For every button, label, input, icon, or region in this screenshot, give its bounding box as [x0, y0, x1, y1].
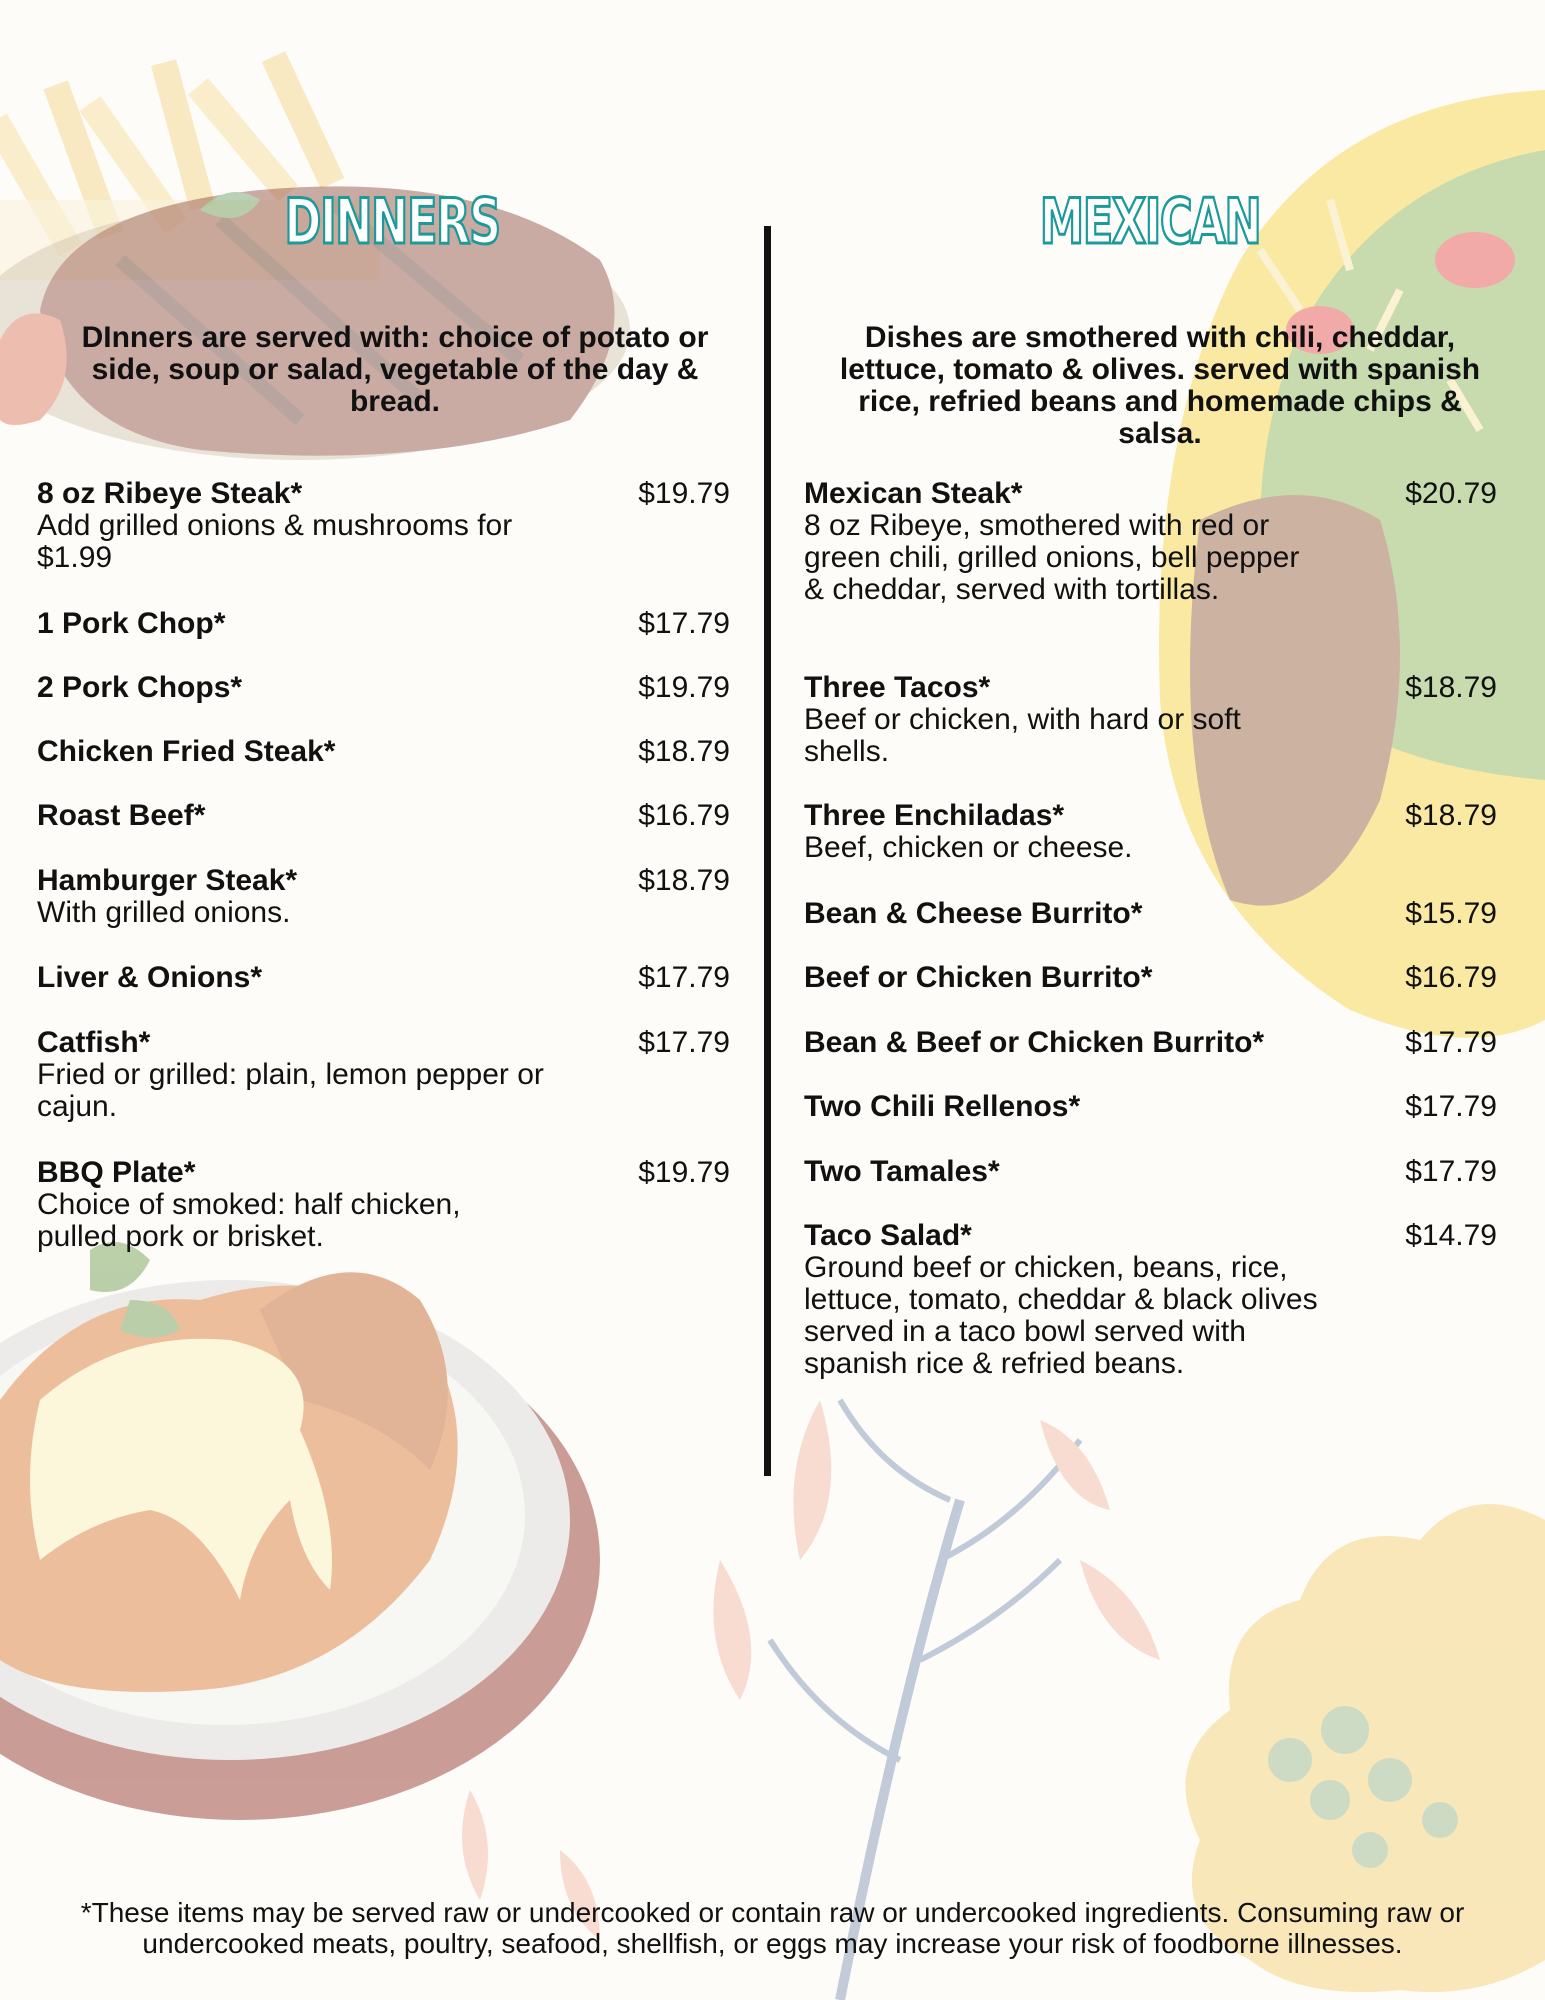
menu-item — [37, 962, 730, 994]
menu-item — [37, 800, 730, 832]
menu-item-price: $17.79 — [638, 607, 730, 640]
menu-item-name: Hamburger Steak* — [37, 864, 298, 897]
menu-item-name: Bean & Cheese Burrito* — [804, 897, 1143, 930]
menu-item-price: $17.79 — [1405, 1090, 1497, 1123]
menu-item — [804, 800, 1497, 864]
menu-item — [804, 1091, 1497, 1123]
menu-item-price: $17.79 — [1405, 1155, 1497, 1188]
menu-item-price: $20.79 — [1405, 477, 1497, 510]
menu-item — [804, 898, 1497, 930]
menu-item — [804, 962, 1497, 994]
dinners-intro: DInners are served with: choice of potato or side, soup or salad, vegetable of the day & bread. — [81, 321, 709, 418]
menu-item-name: Mexican Steak* — [804, 477, 1023, 510]
menu-item-price: $17.79 — [1405, 1026, 1497, 1059]
menu-item — [804, 672, 1497, 768]
menu-item-name: Bean & Beef or Chicken Burrito* — [804, 1026, 1265, 1059]
menu-item-name: BBQ Plate* — [37, 1156, 196, 1189]
menu-item-price: $19.79 — [638, 477, 730, 510]
menu-item-description: With grilled onions. — [37, 896, 291, 929]
menu-item-name: Catfish* — [37, 1026, 151, 1059]
menu-item-name: Taco Salad* — [804, 1219, 972, 1252]
menu-item-price: $18.79 — [1405, 799, 1497, 832]
menu-item — [804, 1220, 1497, 1380]
menu-item-description: Fried or grilled: plain, lemon pepper or cajun. — [37, 1058, 544, 1123]
menu-item-name: 8 oz Ribeye Steak* — [37, 477, 303, 510]
menu-item — [37, 478, 730, 574]
menu-item — [37, 1157, 730, 1253]
menu-item-name: Roast Beef* — [37, 799, 206, 832]
menu-item-description: Add grilled onions & mushrooms for $1.99 — [37, 509, 513, 574]
dinners-title: DINNERS — [284, 185, 500, 258]
menu-item — [804, 1027, 1497, 1059]
menu-item-price: $16.79 — [1405, 961, 1497, 994]
menu-item-description: Ground beef or chicken, beans, rice, lettuce, tomato, cheddar & black olives served in a taco bowl served with spanish rice & refried beans. — [804, 1251, 1318, 1380]
menu-item-name: Two Chili Rellenos* — [804, 1090, 1081, 1123]
menu-item — [37, 608, 730, 640]
fried-chicken-plate-illustration — [0, 1242, 600, 1820]
menu-item — [37, 865, 730, 929]
menu-item-price: $19.79 — [638, 671, 730, 704]
menu-item-name: 1 Pork Chop* — [37, 607, 226, 640]
menu-item-price: $15.79 — [1405, 897, 1497, 930]
menu-item-price: $17.79 — [638, 1026, 730, 1059]
column-divider — [764, 226, 771, 1476]
menu-item-description: 8 oz Ribeye, smothered with red or green chili, grilled onions, bell pepper & cheddar, served with tortillas. — [804, 509, 1300, 606]
menu-item-name: Three Tacos* — [804, 671, 991, 704]
menu-item-description: Beef, chicken or cheese. — [804, 831, 1133, 864]
menu-item-name: Chicken Fried Steak* — [37, 735, 336, 768]
menu-item — [37, 736, 730, 768]
menu-item — [37, 672, 730, 704]
menu-item-price: $19.79 — [638, 1156, 730, 1189]
menu-item-description: Beef or chicken, with hard or soft shells. — [804, 703, 1241, 768]
menu-item-price: $14.79 — [1405, 1219, 1497, 1252]
menu-item-name: Two Tamales* — [804, 1155, 1000, 1188]
menu-item — [804, 478, 1497, 606]
food-safety-disclaimer: *These items may be served raw or undercooked or contain raw or undercooked ingredients. Consuming raw or undercooked meats, poultry, seafood, shellfish, or eggs may increase your risk of foodborne illnesses. — [80, 1897, 1465, 1959]
menu-item-name: 2 Pork Chops* — [37, 671, 243, 704]
menu-item — [37, 1027, 730, 1123]
menu-item-price: $18.79 — [638, 735, 730, 768]
mexican-intro: Dishes are smothered with chili, cheddar, lettuce, tomato & olives. served with spanish rice, refried beans and homemade chips & salsa. — [839, 321, 1481, 450]
menu-item-price: $17.79 — [638, 961, 730, 994]
menu-item — [804, 1156, 1497, 1188]
menu-item-description: Choice of smoked: half chicken, pulled pork or brisket. — [37, 1188, 461, 1253]
menu-item-price: $18.79 — [638, 864, 730, 897]
menu-item-price: $16.79 — [638, 799, 730, 832]
mexican-title: MEXICAN — [1039, 185, 1261, 258]
menu-item-name: Three Enchiladas* — [804, 799, 1065, 832]
menu-item-name: Beef or Chicken Burrito* — [804, 961, 1153, 994]
menu-item-price: $18.79 — [1405, 671, 1497, 704]
menu-item-name: Liver & Onions* — [37, 961, 263, 994]
